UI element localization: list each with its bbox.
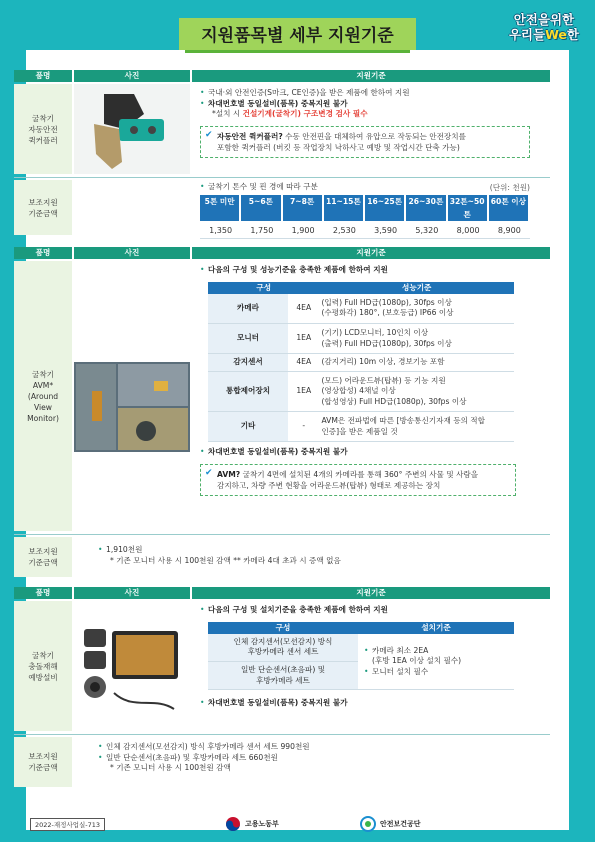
- criteria-content: [200, 605, 550, 709]
- collision-device-image: [74, 601, 190, 731]
- criteria-content: [200, 88, 550, 158]
- quick-coupler-image: [74, 84, 190, 174]
- amount-content: [200, 182, 530, 239]
- section-collision-prevention: [14, 587, 550, 794]
- spec-header-performance: 성능기준: [319, 282, 514, 294]
- header-item: 품명: [14, 247, 72, 259]
- amount-cell: 5,320: [406, 223, 447, 239]
- slogan-logo: 안전을위한 우리들We한: [508, 12, 579, 42]
- criteria-bullet: • 차대번호별 동일설비(품목) 중복지원 불가: [200, 99, 550, 110]
- unit-label: (단위: 천원): [489, 183, 530, 192]
- criteria-subnote: *설치 시 건설기계(굴착기) 구조변경 검사 필수: [212, 109, 368, 118]
- header-criteria: 지원기준: [192, 247, 550, 259]
- amount-subnote: * 기존 모니터 사용 시 100천원 감액 ** 카메라 4대 초과 시 증액 없음: [110, 555, 341, 565]
- table-row: 감지센서 4EA (감지거리) 10m 이상, 경보기능 포함: [208, 354, 514, 372]
- header-item: 품명: [14, 587, 72, 599]
- amount-label-cell: 보조지원 기준금액: [14, 180, 72, 235]
- agency-logo: 안전보건공단: [360, 816, 421, 832]
- item-name-cell: 굴착기 자동안전 퀵커플러: [14, 84, 72, 174]
- header-photo: 사진: [74, 587, 190, 599]
- footer: [30, 816, 570, 836]
- header-photo: 사진: [74, 70, 190, 82]
- table-header-component: 구성: [208, 622, 358, 634]
- amount-cell: 1,750: [241, 223, 282, 239]
- header-photo: 사진: [74, 247, 190, 259]
- table-header: [14, 70, 550, 82]
- table-row: 기타 - AVM은 전파법에 따른 [방송통신기자재 등의 적합 인증]을 받은 제품일 것: [208, 412, 514, 442]
- amount-cell: 2,530: [324, 223, 365, 239]
- ministry-logo: 고용노동부: [225, 816, 279, 832]
- amount-note: • 굴착기 톤수 및 핀 경에 따라 구분: [200, 182, 530, 193]
- section-quick-coupler: [14, 70, 550, 235]
- ton-cell: 11~15톤: [324, 195, 363, 221]
- amount-cell: 8,000: [448, 223, 489, 239]
- component-table: [208, 622, 514, 691]
- avm-image: [74, 261, 190, 531]
- amount-cell: 3,590: [365, 223, 406, 239]
- criteria-content: [200, 265, 550, 496]
- page-title: 지원품목별 세부 지원기준: [179, 18, 415, 50]
- ton-cell: 16~25톤: [365, 195, 404, 221]
- criteria-bullet: • 차대번호별 동일설비(품목) 중복지원 불가: [200, 447, 550, 458]
- check-icon: ✔: [205, 129, 213, 140]
- definition-note: ✔ AVM? 굴착기 4면에 설치된 4개의 카메라를 통해 360° 주변의 사물 및 사람을 감지하고, 차량 주변 현황을 어라운드뷰(탑뷰) 형태로 제공하는 장치: [200, 464, 516, 496]
- spec-header-component: 구성: [208, 282, 319, 294]
- amount-label-cell: 보조지원 기준금액: [14, 737, 72, 787]
- ton-cell: 26~30톤: [406, 195, 445, 221]
- table-row: 인체 감지센서(모션감지) 방식 후방카메라 센서 세트 • 카메라 최소 2EA (후방 1EA 이상 설치 필수) • 모니터 설치 필수: [208, 634, 514, 662]
- taegeuk-icon: [225, 816, 241, 832]
- ton-cell: 5~6톤: [241, 195, 280, 221]
- definition-note: ✔ 자동안전 퀵커플러? 수동 안전핀을 대체하여 유압으로 작동되는 안전장치를 포함한 퀵커플러 (버킷 등 작업장치 낙하사고 예방 및 작업시간 단축 가능): [200, 126, 530, 158]
- amount-label-cell: 보조지원 기준금액: [14, 537, 72, 577]
- spec-table: [208, 282, 514, 443]
- amount-content: [98, 545, 550, 566]
- table-row: 모니터 1EA (기기) LCD모니터, 10인치 이상 (출력) Full HD급(1080p), 30fps 이상: [208, 324, 514, 354]
- table-row: 카메라 4EA (입력) Full HD급(1080p), 30fps 이상 (수평화각) 180°, (보호등급) IP66 이상: [208, 294, 514, 324]
- table-row: 통합제어장치 1EA (모드) 어라운드뷰(탑뷰) 등 기능 지원 (영상합성) 4채널 이상 (합성영상) Full HD급(1080p), 30fps 이상: [208, 372, 514, 412]
- criteria-bullet: • 국내·외 안전인증(S마크, CE인증)을 받은 제품에 한하여 지원: [200, 88, 550, 99]
- ton-cell: 7~8톤: [283, 195, 322, 221]
- amount-item: • 인체 감지센서(모션감지) 방식 후방카메라 센서 세트 990천원: [98, 742, 550, 753]
- table-row: 일반 단순센서(초음파) 및 후방카메라 세트: [208, 662, 514, 690]
- table-header-install: 설치기준: [358, 622, 514, 634]
- header-criteria: 지원기준: [192, 587, 550, 599]
- item-name-cell: 굴착기 충돌재해 예방설비: [14, 601, 72, 731]
- criteria-bullet: • 다음의 구성 및 설치기준을 충족한 제품에 한하여 지원: [200, 605, 550, 616]
- table-header: [14, 247, 550, 259]
- amount-cell: 1,900: [283, 223, 324, 239]
- amount-cell: 8,900: [489, 223, 530, 239]
- item-name-cell: 굴착기 AVM* (Around View Monitor): [14, 261, 72, 531]
- amount-cell: 1,350: [200, 223, 241, 239]
- ton-cell: 5톤 미만: [200, 195, 239, 221]
- header-criteria: 지원기준: [192, 70, 550, 82]
- amount-value: • 1,910천원: [98, 545, 550, 556]
- check-icon: ✔: [205, 467, 213, 478]
- table-header: [14, 587, 550, 599]
- amount-subnote: * 기존 모니터 사용 시 100천원 감액: [110, 763, 231, 772]
- criteria-bullet: • 다음의 구성 및 성능기준을 충족한 제품에 한하여 지원: [200, 265, 550, 276]
- ton-cell: 32톤~50톤: [448, 195, 487, 221]
- amount-item: • 일반 단순센서(초음파) 및 후방카메라 세트 660천원: [98, 753, 550, 764]
- agency-emblem-icon: [360, 816, 376, 832]
- ton-cell: 60톤 이상: [489, 195, 528, 221]
- tonnage-header-row: [200, 195, 530, 221]
- amount-content: [98, 742, 550, 774]
- header-item: 품명: [14, 70, 72, 82]
- section-avm: [14, 247, 550, 577]
- publication-code: 2022-재정사업실-713: [30, 818, 105, 831]
- amount-value-row: [200, 223, 530, 239]
- criteria-bullet: • 차대번호별 동일설비(품목) 중복지원 불가: [200, 698, 550, 709]
